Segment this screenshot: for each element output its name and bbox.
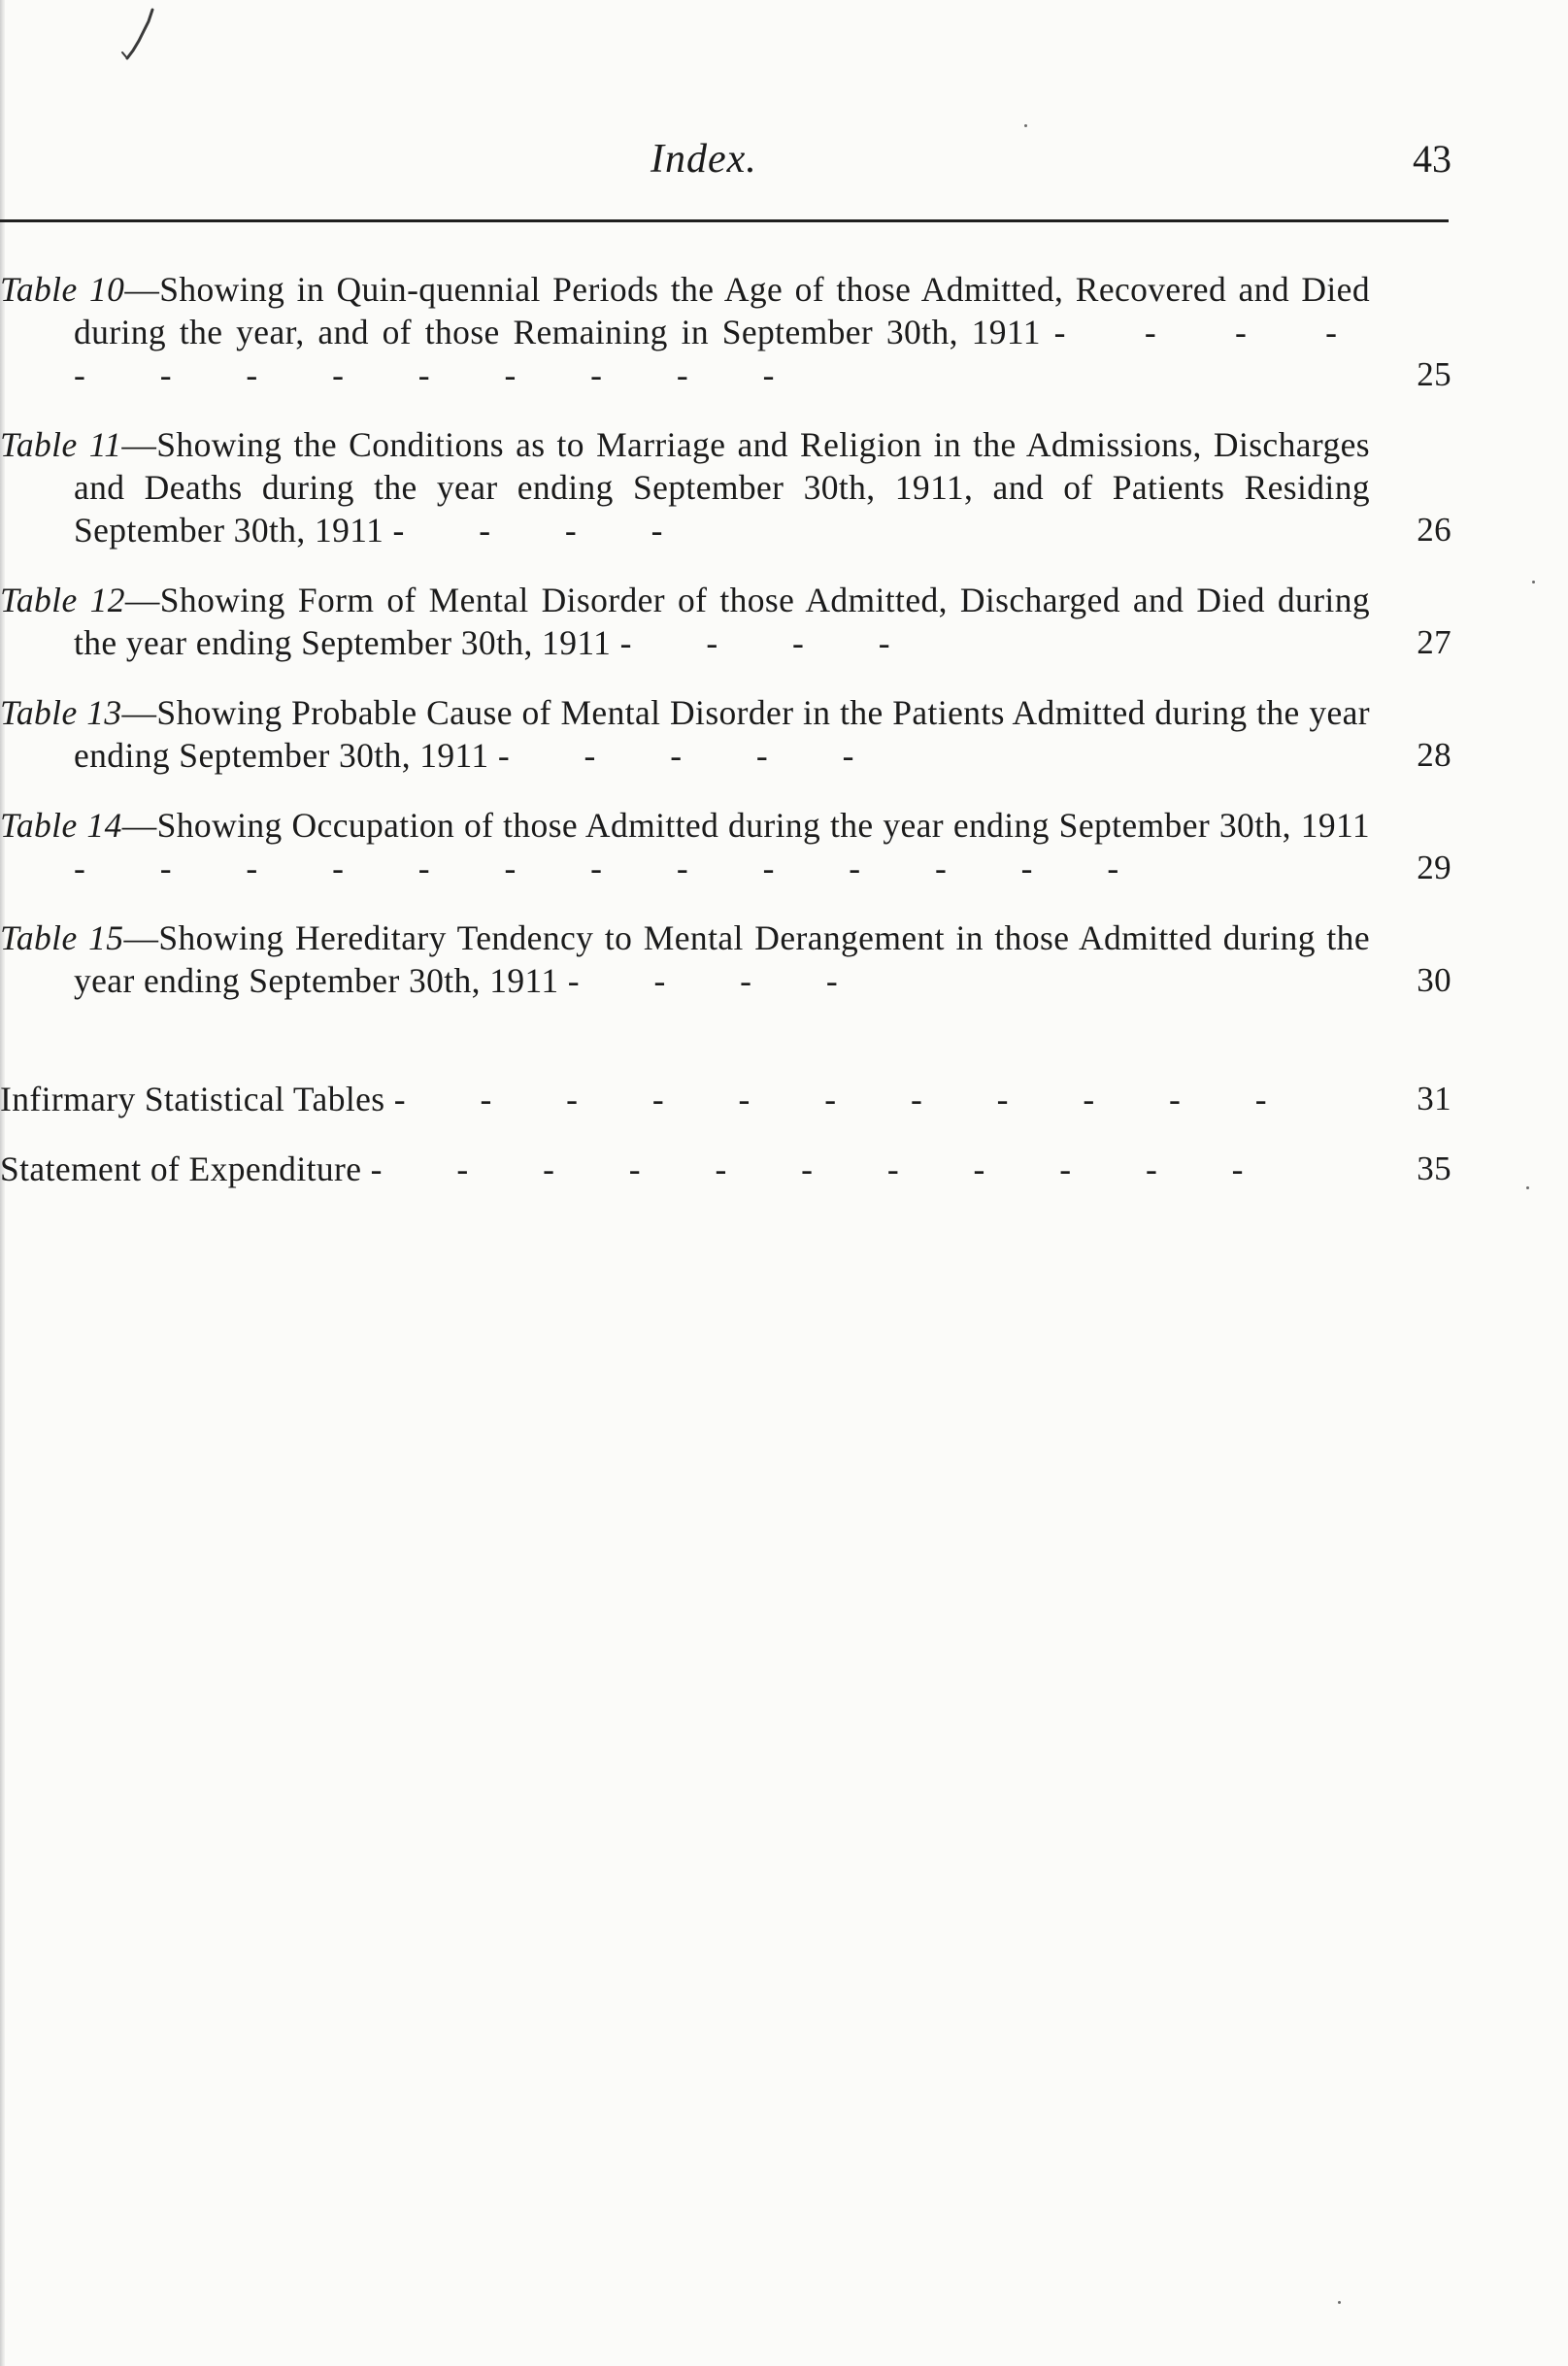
- entry-page-number: 31: [1417, 1080, 1451, 1117]
- entry-text: —Showing in Quin-quennial Periods the Age of those Admitted, Recovered and Died during the year, and of those Remaining in September 30th, 1911: [74, 270, 1370, 351]
- entry-body: [0, 1148, 1451, 1190]
- paper-speck: [1532, 581, 1535, 583]
- entry-page-number: 26: [1417, 511, 1451, 549]
- dot-leader: - - - - - - - - - - -: [370, 1150, 1277, 1188]
- paper-speck: [1338, 2301, 1341, 2304]
- dot-leader: - - - - - - - - - - - - -: [74, 849, 1152, 887]
- index-entry-infirmary-statistical-tables[interactable]: [0, 1078, 1451, 1120]
- running-title: Index.: [651, 137, 757, 182]
- entry-label: Table 15: [0, 918, 124, 957]
- entry-text: —Showing Probable Cause of Mental Disorder in the Patients Admitted during the year ending September 30th, 1911: [74, 693, 1371, 775]
- running-head: [0, 136, 1451, 194]
- entry-body: [0, 1078, 1451, 1120]
- entry-page-number: 27: [1417, 623, 1451, 661]
- entry-page-number: 28: [1417, 736, 1451, 774]
- page-number: 43: [1413, 137, 1451, 181]
- index-list: [0, 268, 1451, 1217]
- section-gap: [0, 1029, 1451, 1078]
- entry-text: —Showing Occupation of those Admitted during the year ending September 30th, 1911: [121, 806, 1370, 845]
- dot-leader: - - - -: [567, 961, 871, 1000]
- entry-body: [0, 804, 1451, 889]
- entry-body: [0, 423, 1451, 551]
- entry-text: Infirmary Statistical Tables: [0, 1080, 385, 1118]
- entry-label: Table 12: [0, 581, 125, 619]
- entry-body: [0, 691, 1451, 777]
- entry-text: —Showing Form of Mental Disorder of those Admitted, Discharged and Died during the year ending September 30th, 1911: [74, 581, 1370, 662]
- index-entry-table-12[interactable]: [0, 579, 1451, 664]
- dot-leader: - - - -: [619, 623, 923, 662]
- entry-text: —Showing the Conditions as to Marriage and Religion in the Admissions, Discharges and Deaths during the year ending September 30th, 1911, and of Patients Residing September 30th, 1911: [74, 425, 1370, 550]
- entry-page-number: 25: [1417, 355, 1451, 393]
- entry-body: [0, 579, 1451, 664]
- pencil-mark: [92, 0, 180, 97]
- dot-leader: - - - - - - - - - - -: [393, 1080, 1300, 1118]
- index-entry-statement-of-expenditure[interactable]: [0, 1148, 1451, 1190]
- index-entry-table-15[interactable]: [0, 916, 1451, 1002]
- index-entry-table-11[interactable]: [0, 423, 1451, 551]
- dot-leader: - - - - -: [497, 736, 887, 775]
- entry-page-number: 35: [1417, 1150, 1451, 1187]
- index-entry-table-14[interactable]: [0, 804, 1451, 889]
- dot-leader: - - - - - - - - - - - - -: [74, 313, 1412, 394]
- dot-leader: - - - -: [392, 511, 696, 550]
- entry-page-number: 29: [1417, 849, 1451, 886]
- entry-body: [0, 916, 1451, 1002]
- index-entry-table-10[interactable]: [0, 268, 1451, 396]
- paper-speck: [1024, 124, 1027, 127]
- entry-page-number: 30: [1417, 961, 1451, 999]
- entry-label: Table 13: [0, 693, 122, 732]
- entry-label: Table 11: [0, 425, 122, 464]
- paper-speck: [1526, 1186, 1529, 1189]
- entry-body: [0, 268, 1451, 396]
- entry-text: —Showing Hereditary Tendency to Mental Derangement in those Admitted during the year ending September 30th, 1911: [74, 918, 1370, 1000]
- entry-label: Table 14: [0, 806, 122, 845]
- entry-text: Statement of Expenditure: [0, 1150, 362, 1188]
- entry-label: Table 10: [0, 270, 125, 309]
- index-entry-table-13[interactable]: [0, 691, 1451, 777]
- header-rule: [0, 219, 1449, 222]
